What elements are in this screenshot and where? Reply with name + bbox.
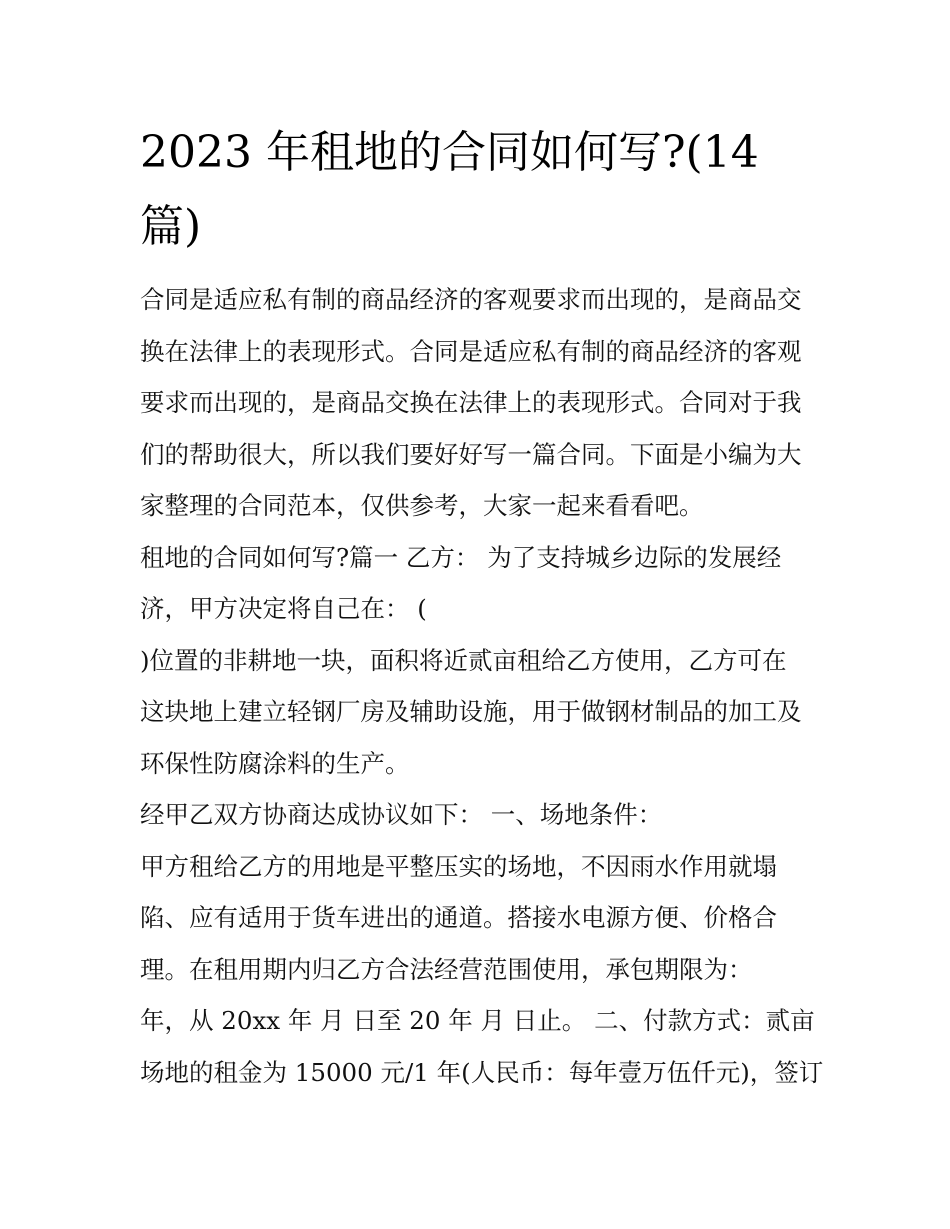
body-line: 年，从 20xx 年 月 日至 20 年 月 日止。 二、付款方式：贰亩 — [140, 1006, 815, 1035]
body-line: 场地的租金为 15000 元/1 年(人民币：每年壹万伍仟元)，签订 — [140, 1057, 824, 1087]
body-line: )位置的非耕地一块，面积将近贰亩租给乙方使用，乙方可在 — [140, 645, 787, 675]
body-line: 合同是适应私有制的商品经济的客观要求而出现的，是商品交 — [140, 285, 802, 314]
body-line: 要求而出现的，是商品交换在法律上的表现形式。合同对于我 — [140, 388, 802, 417]
body-line: 换在法律上的表现形式。合同是适应私有制的商品经济的客观 — [140, 336, 802, 366]
body-line: 租地的合同如何写?篇一 乙方： 为了支持城乡边际的发展经 — [140, 542, 782, 572]
body-line: 环保性防腐涂料的生产。 — [140, 748, 410, 778]
body-line: 家整理的合同范本，仅供参考，大家一起来看看吧。 — [140, 491, 704, 520]
body-line: 甲方租给乙方的用地是平整压实的场地，不因雨水作用就塌 — [140, 851, 777, 881]
body-line: 这块地上建立轻钢厂房及辅助设施，用于做钢材制品的加工及 — [140, 697, 802, 726]
document-title — [140, 116, 820, 264]
title-line: 篇) — [140, 201, 202, 252]
body-line: 陷、应有适用于货车进出的通道。搭接水电源方便、价格合 — [140, 903, 777, 932]
document-body — [140, 274, 824, 1098]
body-line: 理。在租用期内归乙方合法经营范围使用，承包期限为： — [140, 954, 753, 984]
body-line: 济，甲方决定将自己在： ( — [140, 594, 427, 623]
body-line: 们的帮助很大，所以我们要好好写一篇合同。下面是小编为大 — [140, 439, 802, 469]
title-line: 2023 年租地的合同如何写?(14 — [140, 127, 759, 178]
body-line: 经甲乙双方协商达成协议如下： 一、场地条件： — [140, 800, 663, 829]
